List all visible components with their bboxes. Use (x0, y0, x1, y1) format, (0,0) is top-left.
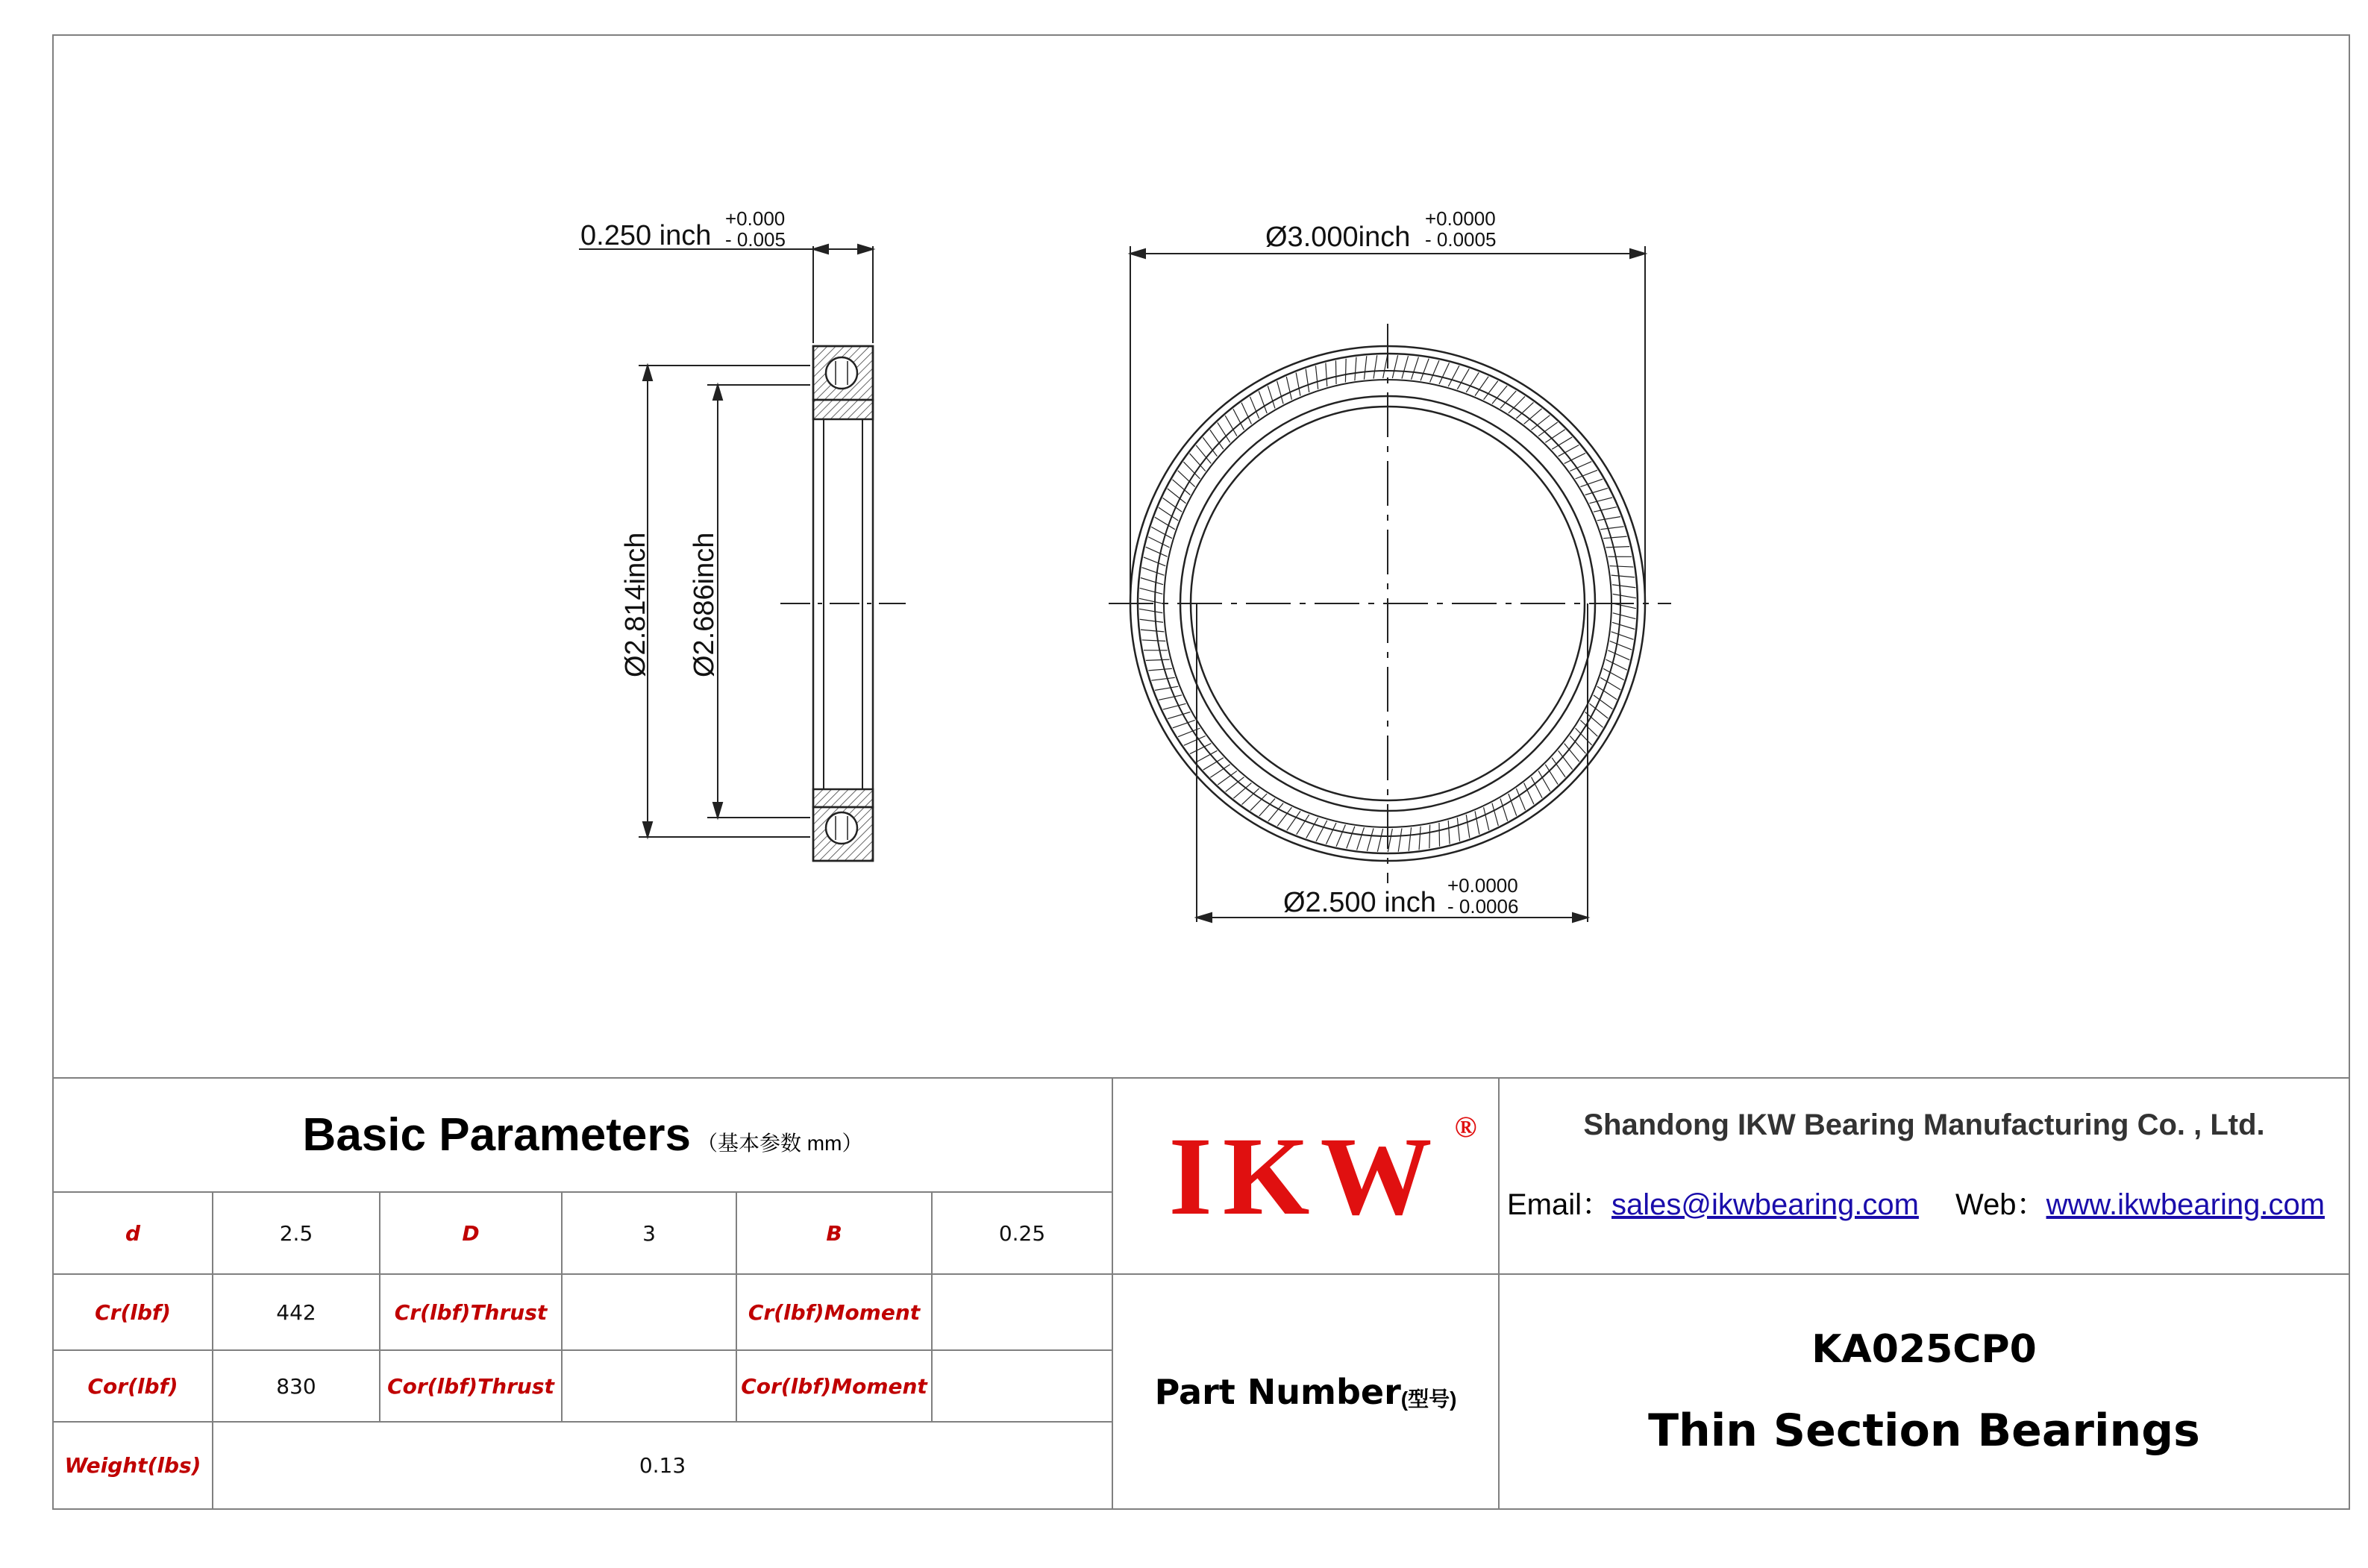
cage-tick (1347, 827, 1355, 849)
label-cor: Cor(lbf) (52, 1349, 213, 1423)
value-d: 2.5 (212, 1191, 380, 1275)
part-number-label: Part Number (1154, 1371, 1401, 1412)
cage-tick (1398, 828, 1402, 851)
cage-tick (1388, 829, 1392, 852)
cage-tick (1377, 829, 1382, 852)
cage-tick (1597, 517, 1620, 521)
logo-cell (1112, 1077, 1500, 1275)
cage-tick (1606, 547, 1630, 548)
cage-tick (1500, 391, 1516, 408)
contact-line (1500, 1181, 2349, 1223)
cage-tick (1500, 799, 1508, 821)
cage-tick (1142, 568, 1165, 575)
cage-tick (1412, 357, 1419, 380)
cage-tick (1233, 409, 1244, 430)
cage-tick (1402, 356, 1409, 378)
cage-tick (1336, 825, 1345, 847)
cage-tick (1439, 823, 1440, 847)
value-weight: 0.13 (212, 1421, 1113, 1510)
ikw-logo: IKW ® (1168, 1109, 1477, 1238)
cage-tick (1345, 359, 1346, 383)
ball-top (826, 357, 857, 389)
cage-tick (1306, 818, 1318, 838)
id-dim-tol-lower: - 0.0006 (1447, 895, 1519, 918)
cage-tick (1357, 827, 1365, 850)
title-block (52, 1077, 2350, 1510)
cage-tick (1142, 640, 1166, 641)
cage-tick (1326, 363, 1327, 387)
ball-bottom (826, 812, 857, 844)
web-label: Web： (1955, 1188, 2046, 1221)
cage-tick (1326, 823, 1336, 844)
cage-tick (1600, 677, 1620, 689)
cage-tick (1159, 695, 1182, 700)
cage-tick (1148, 668, 1172, 671)
cage-tick (1409, 827, 1411, 850)
cage-tick (1197, 750, 1218, 762)
cage-tick (1606, 659, 1627, 670)
cage-tick (1168, 489, 1186, 504)
part-number: KA025CP0 (1811, 1326, 2037, 1372)
company-cell (1498, 1077, 2350, 1275)
od-dim-tol-upper: +0.0000 (1425, 207, 1496, 230)
cage-tick (1286, 377, 1291, 400)
label-cor-moment: Cor(lbf)Moment (736, 1349, 933, 1423)
cage-tick (1580, 479, 1603, 486)
cage-tick (1367, 828, 1373, 850)
width-dimension (579, 245, 873, 343)
cage-tick (1603, 536, 1627, 539)
cage-tick (1218, 422, 1230, 442)
cage-tick (1148, 537, 1169, 548)
cage-tick (1141, 578, 1163, 585)
width-dim-value: 0.250 inch (580, 220, 712, 251)
value-cr: 442 (212, 1273, 380, 1351)
id-dim-value: Ø2.500 inch (1283, 887, 1436, 918)
value-cr-moment (931, 1273, 1113, 1351)
cage-tick (1140, 588, 1163, 594)
cage-tick (1611, 632, 1634, 639)
cage-tick (1590, 703, 1609, 718)
outer-race-dim-value: Ø2.814inch (620, 532, 651, 677)
cage-tick (1611, 575, 1635, 577)
cage-tick (1613, 594, 1636, 598)
cage-tick (1600, 527, 1623, 530)
cage-tick (1364, 356, 1366, 379)
cage-tick (1608, 650, 1629, 660)
inner-race-dim-value: Ø2.686inch (689, 532, 720, 677)
cage-tick (1509, 396, 1525, 413)
cage-tick (1277, 381, 1283, 404)
cage-tick (1457, 369, 1469, 389)
cage-tick (1419, 827, 1421, 850)
cage-tick (1268, 803, 1283, 821)
email-label: Email： (1507, 1188, 1612, 1221)
registered-mark: ® (1454, 1109, 1477, 1144)
cage-tick (1392, 355, 1397, 378)
cage-tick (1475, 811, 1479, 834)
cage-tick (1259, 799, 1275, 816)
cage-tick (1172, 480, 1190, 495)
cage-tick (1141, 630, 1165, 632)
cage-tick (1144, 557, 1165, 566)
cage-tick (1203, 758, 1224, 770)
cage-tick (1163, 703, 1186, 709)
web-link[interactable]: www.ikwbearing.com (2046, 1188, 2325, 1221)
id-dim-tol-upper: +0.0000 (1447, 874, 1518, 897)
cage-tick (1173, 720, 1195, 727)
cage-tick (1155, 517, 1175, 529)
inner-race-dimension (707, 385, 810, 818)
outer-race-dimension (639, 366, 810, 837)
cage-tick (1151, 677, 1174, 680)
width-dim-tol-upper: +0.000 (725, 207, 786, 230)
cage-tick (1439, 363, 1450, 384)
label-B: B (736, 1191, 933, 1275)
side-view (780, 346, 906, 861)
cage-tick (1559, 445, 1579, 456)
cage-tick (1335, 360, 1336, 384)
cage-tick (1178, 471, 1195, 487)
cage-tick (1250, 794, 1267, 811)
cage-tick (1590, 498, 1613, 504)
value-cor: 830 (212, 1349, 380, 1423)
part-number-note: (型号) (1400, 1387, 1457, 1411)
cage-tick (1139, 609, 1162, 612)
cage-tick (1140, 619, 1163, 622)
cage-tick (1585, 488, 1608, 495)
cage-tick (1610, 641, 1632, 650)
part-value-cell (1498, 1273, 2350, 1510)
label-d: d (52, 1191, 213, 1275)
cage-tick (1613, 613, 1636, 619)
cage-tick (1448, 366, 1459, 386)
params-header (52, 1077, 1113, 1193)
cage-tick (1316, 821, 1327, 841)
cage-tick (1594, 507, 1617, 512)
label-D: D (379, 1191, 563, 1275)
front-view (1109, 324, 1671, 883)
cage-tick (1225, 415, 1237, 436)
cage-tick (1492, 803, 1498, 826)
cage-tick (1532, 777, 1543, 798)
cage-tick (1259, 391, 1267, 413)
cage-tick (1509, 794, 1517, 816)
label-cr: Cr(lbf) (52, 1273, 213, 1351)
cage-tick (1315, 366, 1318, 389)
cage-tick (1421, 359, 1429, 381)
cage-tick (1429, 825, 1430, 849)
cage-tick (1373, 355, 1377, 378)
cage-tick (1168, 712, 1190, 718)
width-dim-tol-lower: - 0.005 (725, 228, 786, 251)
label-weight: Weight(lbs) (52, 1421, 213, 1510)
cage-tick (1355, 357, 1356, 381)
cage-tick (1448, 821, 1450, 844)
email-link[interactable]: sales@ikwbearing.com (1611, 1188, 1919, 1221)
cage-tick (1155, 686, 1178, 690)
value-cor-thrust (561, 1349, 737, 1423)
cage-tick (1151, 527, 1172, 538)
value-B: 0.25 (931, 1191, 1113, 1275)
cage-tick (1552, 437, 1572, 449)
cage-tick (1296, 373, 1300, 396)
cage-tick (1430, 360, 1439, 382)
part-type: Thin Section Bearings (1648, 1404, 2200, 1457)
cage-tick (1457, 818, 1459, 841)
cage-tick (1268, 386, 1275, 408)
cage-tick (1146, 547, 1168, 556)
part-label-cell (1112, 1273, 1500, 1510)
od-dim-value: Ø3.000inch (1265, 222, 1411, 253)
cage-tick (1383, 355, 1388, 378)
cage-tick (1612, 622, 1635, 629)
params-title-note: （基本参数 mm） (697, 1131, 863, 1155)
label-cr-thrust: Cr(lbf)Thrust (379, 1273, 563, 1351)
label-cr-moment: Cr(lbf)Moment (736, 1273, 933, 1351)
od-dim-tol-lower: - 0.0005 (1425, 228, 1497, 251)
cage-tick (1466, 815, 1470, 838)
params-title: Basic Parameters (302, 1109, 692, 1161)
cage-tick (1146, 659, 1170, 660)
cage-tick (1545, 765, 1558, 785)
value-cor-moment (931, 1349, 1113, 1423)
cage-tick (1306, 369, 1309, 392)
cage-tick (1538, 771, 1550, 791)
value-D: 3 (561, 1191, 737, 1275)
company-name: Shandong IKW Bearing Manufacturing Co. , Ltd. (1583, 1108, 2265, 1141)
cage-tick (1610, 566, 1634, 567)
label-cor-thrust: Cor(lbf)Thrust (379, 1349, 563, 1423)
cage-tick (1612, 585, 1635, 588)
cage-tick (1484, 807, 1489, 830)
cage-tick (1580, 720, 1597, 736)
value-cr-thrust (561, 1273, 737, 1351)
cage-tick (1603, 668, 1624, 680)
cage-tick (1492, 386, 1507, 404)
